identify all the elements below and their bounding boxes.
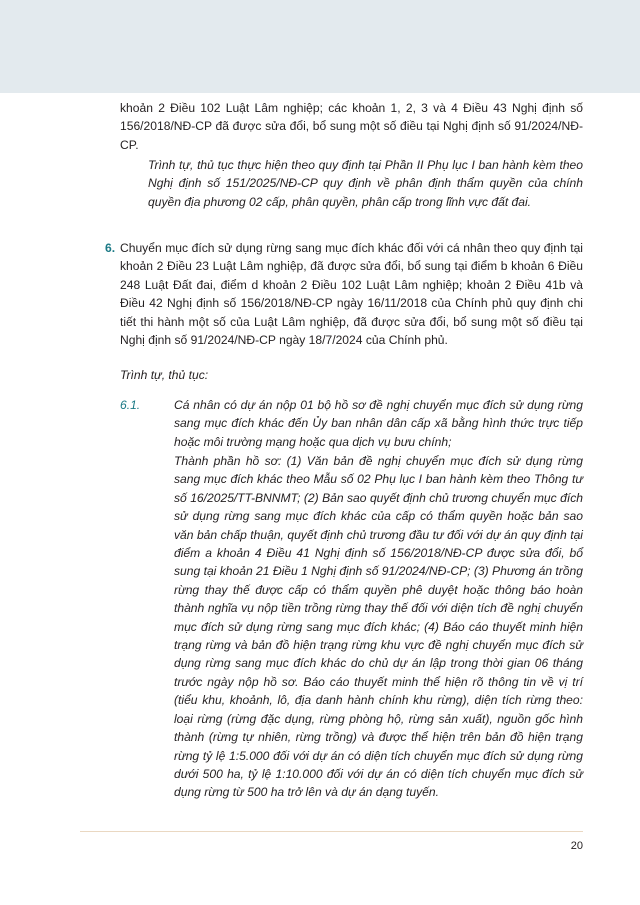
footer-divider — [80, 831, 583, 832]
page-number: 20 — [570, 840, 583, 852]
procedure-note: Trình tự, thủ tục thực hiện theo quy định tại Phần II Phụ lục I ban hành kèm theo Nghị định số 151/2025/NĐ-CP quy định về phân định thẩm quyền của chính quyền địa phương 02 cấp, phân quyền, phân cấp trong lĩnh vực đất đai. — [148, 158, 583, 209]
dossier-composition: Thành phần hồ sơ: (1) Văn bản đề nghị chuyển mục đích sử dụng rừng sang mục đích khác theo Mẫu số 02 Phụ lục I ban hành kèm theo Thông tư số 16/2025/TT-BNNMT; (2) Bản sao quyết định chủ trương chuyển mục đích sử dụng rừng sang mục đích khác của cấp có thẩm quyền hoặc bản sao văn bản chấp thuận, quyết định chủ trương đầu tư đối với dự án quy định tại điểm a khoản 4 Điều 41 Nghị định số 156/2018/NĐ-CP được sửa đổi, bổ sung tại khoản 21 Điều 1 Nghị định số 91/2024/NĐ-CP; (3) Phương án trồng rừng thay thế được cấp có thẩm quyền phê duyệt hoặc thông báo hoàn thành nghĩa vụ nộp tiền trồng rừng thay thế đối với diện tích đề nghị chuyển mục đích sử dụng rừng sang mục đích khác; (4) Báo cáo thuyết minh hiện trạng rừng và bản đồ hiện trạng rừng khu vực đề nghị chuyển mục đích sử dụng rừng sang mục đích khác do chủ dự án lập trong thời gian 06 tháng trước ngày nộp hồ sơ. Báo cáo thuyết minh thể hiện rõ thông tin về vị trí (tiểu khu, khoảnh, lô, địa danh hành chính khu rừng), diện tích rừng theo: loại rừng (rừng đặc dụng, rừng phòng hộ, rừng sản xuất), nguồn gốc hình thành (rừng tự nhiên, rừng trồng) và được thể hiện trên bản đồ hiện trạng rừng tỷ lệ 1:5.000 đối với dự án có diện tích chuyển mục đích sử dụng rừng dưới 500 ha, tỷ lệ 1:10.000 đối với dự án có diện tích chuyển mục đích sử dụng rừng từ 500 ha trở lên và dự án dạng tuyến. — [174, 454, 583, 800]
item-6-1-text: Cá nhân có dự án nộp 01 bộ hồ sơ đề nghị chuyển mục đích sử dụng rừng sang mục đích khác đến Ủy ban nhân dân cấp xã bằng hình thức trực tiếp hoặc môi trường mạng hoặc qua dịch vụ bưu chính; — [174, 398, 583, 449]
continuation-paragraph: khoản 2 Điều 102 Luật Lâm nghiệp; các khoản 1, 2, 3 và 4 Điều 43 Nghị định số 156/2018/NĐ-CP đã được sửa đổi, bổ sung một số điều tại Nghị định số 91/2024/NĐ-CP. — [120, 101, 583, 152]
procedure-heading: Trình tự, thủ tục: — [120, 368, 209, 382]
item-6-number: 6. — [105, 241, 116, 255]
header-band — [0, 0, 640, 93]
item-6-1-number: 6.1. — [120, 398, 141, 412]
item-6-text: Chuyển mục đích sử dụng rừng sang mục đích khác đối với cá nhân theo quy định tại khoản 2 Điều 23 Luật Lâm nghiệp, đã được sửa đổi, bổ sung tại điểm b khoản 6 Điều 248 Luật Đất đai, điểm d khoản 2 Điều 102 Luật Lâm nghiệp; khoản 2 Điều 41b và Điều 42 Nghị định số 156/2018/NĐ-CP ngày 16/11/2018 của Chính phủ quy định chi tiết thi hành một số của Luật Lâm nghiệp, đã được sửa đổi, bổ sung một số điều tại Nghị định số 91/2024/NĐ-CP ngày 18/7/2024 của Chính phủ. — [120, 241, 583, 348]
